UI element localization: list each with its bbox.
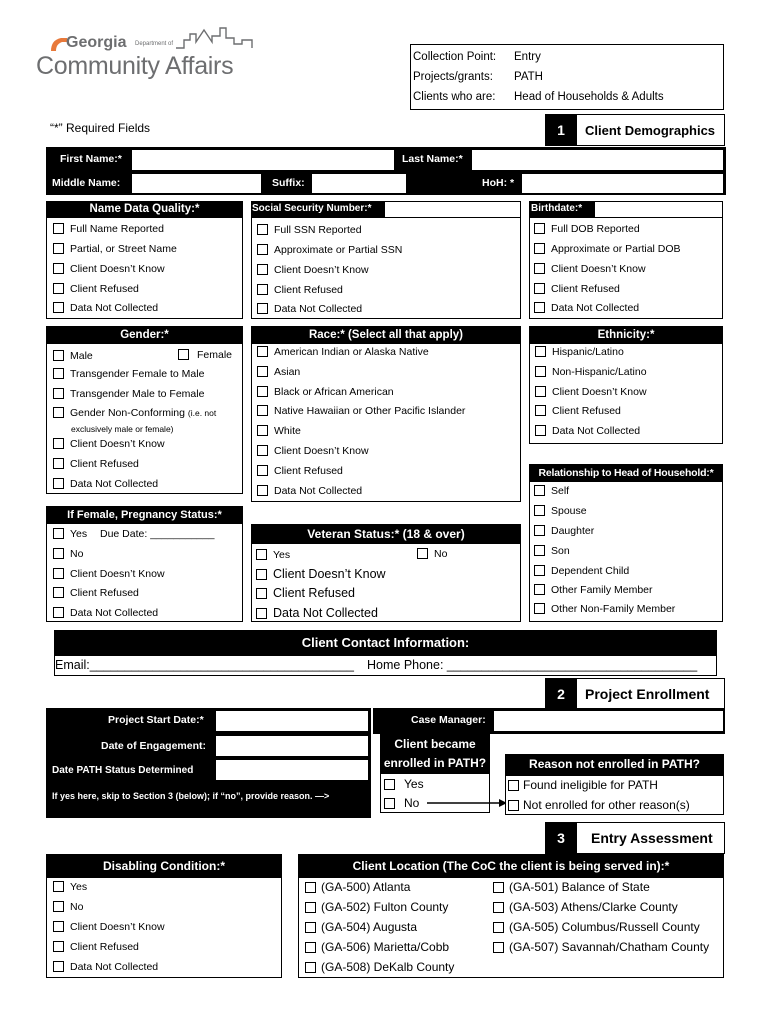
last-name-label: Last Name:* [402,153,463,165]
checkbox-icon[interactable] [256,569,267,580]
checkbox-icon[interactable] [534,283,545,294]
checkbox-icon[interactable] [534,525,545,536]
suffix-input[interactable] [311,173,407,194]
checkbox-icon[interactable] [53,458,64,469]
gender-option-refused[interactable]: Client Refused [53,458,139,470]
race-option-6[interactable]: Client Doesn’t Know [257,445,369,457]
rel-option-4[interactable]: Son [534,545,570,557]
path-status-label: Date PATH Status Determined [52,765,194,776]
checkbox-icon[interactable] [384,779,395,790]
nq-option-1[interactable]: Full Name Reported [53,223,164,235]
checkbox-icon[interactable] [534,263,545,274]
vet-option-refused[interactable]: Client Refused [256,586,355,600]
gender-note-1: (i.e. not [187,408,217,418]
preg-option-refused[interactable]: Client Refused [53,587,139,599]
section-2-title: Project Enrollment [577,678,725,710]
checkbox-icon[interactable] [493,942,504,953]
race-title: Race:* (Select all that apply) [251,326,521,344]
gender-option-dk[interactable]: Client Doesn’t Know [53,438,165,450]
checkbox-icon[interactable] [534,243,545,254]
checkbox-icon[interactable] [534,302,545,313]
checkbox-icon[interactable] [534,505,545,516]
loc-ga506[interactable]: (GA-506) Marietta/Cobb [305,940,449,954]
checkbox-icon[interactable] [534,223,545,234]
gender-female[interactable]: Female [178,349,232,361]
first-name-input[interactable] [131,149,395,171]
checkbox-icon[interactable] [53,478,64,489]
checkbox-icon[interactable] [53,528,64,539]
checkbox-icon[interactable] [53,283,64,294]
clients-value: Head of Households & Adults [514,91,664,103]
projects-label: Projects/grants: [413,71,493,83]
ethnicity-title: Ethnicity:* [529,326,723,344]
relationship-title: Relationship to Head of Household:* [529,464,723,482]
nq-option-5[interactable]: Data Not Collected [53,302,158,314]
race-option-3[interactable]: Black or African American [257,386,394,398]
dis-option-refused[interactable]: Client Refused [53,941,139,953]
collection-point-label: Collection Point: [413,51,497,63]
preg-option-no[interactable]: No [53,548,83,560]
race-option-5[interactable]: White [257,425,301,437]
race-option-2[interactable]: Asian [257,366,300,378]
checkbox-icon[interactable] [534,565,545,576]
loc-ga505[interactable]: (GA-505) Columbus/Russell County [493,920,700,934]
race-option-4[interactable]: Native Hawaiian or Other Pacific Islander [257,405,465,417]
checkbox-icon[interactable] [493,922,504,933]
checkbox-icon[interactable] [257,405,268,416]
suffix-label: Suffix: [272,177,305,189]
arrow-right-icon [427,798,509,808]
eth-option-5[interactable]: Data Not Collected [535,425,640,437]
collection-info-box [410,44,724,110]
ssn-box [251,201,521,319]
race-option-8[interactable]: Data Not Collected [257,485,362,497]
dis-option-no[interactable]: No [53,901,83,913]
birthdate-input[interactable] [594,201,723,218]
required-fields-note: “*” Required Fields [50,121,151,135]
checkbox-icon[interactable] [534,545,545,556]
checkbox-icon[interactable] [508,780,519,791]
engagement-label: Date of Engagement: [101,740,207,752]
checkbox-icon[interactable] [257,346,268,357]
clients-label: Clients who are: [413,91,496,103]
checkbox-icon[interactable] [53,587,64,598]
bd-option-3[interactable]: Client Doesn’t Know [534,263,646,275]
gender-note-2: exclusively male or female) [71,424,174,434]
reason-other[interactable]: Not enrolled for other reason(s) [508,798,690,812]
checkbox-icon[interactable] [256,608,267,619]
gender-title: Gender:* [46,326,243,344]
loc-ga508[interactable]: (GA-508) DeKalb County [305,960,454,974]
checkbox-icon[interactable] [384,798,395,809]
checkbox-icon[interactable] [257,303,268,314]
ssn-title: Social Security Number:* [252,203,372,214]
projects-value: PATH [514,71,543,83]
loc-ga500[interactable]: (GA-500) Atlanta [305,880,410,894]
gender-male[interactable]: Male [53,350,93,362]
loc-ga504[interactable]: (GA-504) Augusta [305,920,417,934]
ssn-option-4[interactable]: Client Refused [257,284,343,296]
checkbox-icon[interactable] [257,244,268,255]
ssn-input[interactable] [384,201,521,218]
checkbox-icon[interactable] [256,549,267,560]
start-date-label: Project Start Date:* [108,714,204,726]
contact-title: Client Contact Information: [54,630,717,656]
checkbox-icon[interactable] [535,366,546,377]
checkbox-icon[interactable] [53,243,64,254]
bd-option-4[interactable]: Client Refused [534,283,620,295]
rel-option-6[interactable]: Other Family Member [534,584,653,596]
checkbox-icon[interactable] [535,425,546,436]
checkbox-icon[interactable] [53,407,64,418]
bd-option-1[interactable]: Full DOB Reported [534,223,640,235]
gender-option-tf2m[interactable]: Transgender Female to Male [53,368,204,380]
nq-option-3[interactable]: Client Doesn’t Know [53,263,165,275]
checkbox-icon[interactable] [534,485,545,496]
rel-option-5[interactable]: Dependent Child [534,565,629,577]
checkbox-icon[interactable] [305,922,316,933]
dis-option-dnc[interactable]: Data Not Collected [53,961,158,973]
rel-option-7[interactable]: Other Non-Family Member [534,603,675,615]
last-name-input[interactable] [471,149,724,171]
loc-ga501[interactable]: (GA-501) Balance of State [493,880,650,894]
location-title: Client Location (The CoC the client is being served in):* [298,854,724,878]
nq-option-2[interactable]: Partial, or Street Name [53,243,177,255]
bd-option-2[interactable]: Approximate or Partial DOB [534,243,681,255]
enrolled-yes[interactable]: Yes [384,777,424,791]
reason-title: Reason not enrolled in PATH? [505,754,724,775]
gender-option-tm2f[interactable]: Transgender Male to Female [53,388,204,400]
rel-option-2[interactable]: Spouse [534,505,587,517]
dis-option-yes[interactable]: Yes [53,881,87,893]
logo-main-text: Community Affairs [36,52,234,80]
checkbox-icon[interactable] [508,800,519,811]
skip-note: If yes here, skip to Section 3 (below); if “no”, provide reason. —> [52,791,330,801]
preg-yes[interactable]: Yes [53,528,87,540]
checkbox-icon[interactable] [256,588,267,599]
dis-option-dk[interactable]: Client Doesn’t Know [53,921,165,933]
checkbox-icon[interactable] [53,548,64,559]
ssn-option-3[interactable]: Client Doesn’t Know [257,264,369,276]
checkbox-icon[interactable] [178,349,189,360]
skyline-icon [176,26,256,50]
checkbox-icon[interactable] [257,445,268,456]
enrolled-question-line2: enrolled in PATH? [383,756,487,770]
race-option-1[interactable]: American Indian or Alaska Native [257,346,429,358]
preg-option-dk[interactable]: Client Doesn’t Know [53,568,165,580]
ssn-option-1[interactable]: Full SSN Reported [257,224,362,236]
nq-option-4[interactable]: Client Refused [53,283,139,295]
checkbox-icon[interactable] [305,942,316,953]
checkbox-icon[interactable] [257,425,268,436]
checkbox-icon[interactable] [257,224,268,235]
checkbox-icon[interactable] [53,350,64,361]
enrolled-question-line1: Client became [394,737,476,751]
collection-point-row [413,51,496,63]
vet-option-dnc[interactable]: Data Not Collected [256,606,378,620]
checkbox-icon[interactable] [53,368,64,379]
ssn-option-2[interactable]: Approximate or Partial SSN [257,244,402,256]
gender-option-dnc[interactable]: Data Not Collected [53,478,158,490]
name-quality-title: Name Data Quality:* [46,201,243,218]
checkbox-icon[interactable] [53,921,64,932]
gender-option-nonconforming[interactable]: Gender Non-Conforming (i.e. not [53,407,216,419]
eth-option-2[interactable]: Non-Hispanic/Latino [535,366,647,378]
checkbox-icon[interactable] [53,607,64,618]
checkbox-icon[interactable] [53,901,64,912]
checkbox-icon[interactable] [53,388,64,399]
section-3-title: Entry Assessment [577,822,725,854]
birthdate-title: Birthdate:* [531,203,583,214]
section-1-title: Client Demographics [577,114,725,146]
enrolled-no[interactable]: No [384,796,419,810]
checkbox-icon[interactable] [257,264,268,275]
section-3-number: 3 [545,822,577,854]
reason-ineligible[interactable]: Found ineligible for PATH [508,778,658,792]
disabling-title: Disabling Condition:* [46,854,282,878]
checkbox-icon[interactable] [305,962,316,973]
pregnancy-title: If Female, Pregnancy Status:* [46,506,243,524]
preg-option-dnc[interactable]: Data Not Collected [53,607,158,619]
checkbox-icon[interactable] [535,386,546,397]
vet-option-dk[interactable]: Client Doesn’t Know [256,567,386,581]
collection-point-value: Entry [514,51,541,63]
checkbox-icon[interactable] [53,223,64,234]
home-phone-field[interactable]: Home Phone: ____________________________________ [367,658,698,672]
preg-due-date[interactable]: Due Date: ___________ [100,528,215,540]
checkbox-icon[interactable] [53,302,64,313]
checkbox-icon[interactable] [53,438,64,449]
checkbox-icon[interactable] [257,485,268,496]
bd-option-5[interactable]: Data Not Collected [534,302,639,314]
checkbox-icon[interactable] [53,881,64,892]
section-2-number: 2 [545,678,577,710]
eth-option-4[interactable]: Client Refused [535,405,621,417]
checkbox-icon[interactable] [493,902,504,913]
eth-option-1[interactable]: Hispanic/Latino [535,346,624,358]
checkbox-icon[interactable] [53,568,64,579]
loc-ga507[interactable]: (GA-507) Savannah/Chatham County [493,940,709,954]
logo-dept-text: Department of [135,41,174,47]
enrolled-question [380,734,490,774]
loc-ga503[interactable]: (GA-503) Athens/Clarke County [493,900,678,914]
loc-ga502[interactable]: (GA-502) Fulton County [305,900,448,914]
hoh-input[interactable] [521,173,724,194]
agency-logo [36,26,266,86]
case-manager-label: Case Manager: [411,714,486,726]
checkbox-icon[interactable] [417,548,428,559]
veteran-title: Veteran Status:* (18 & over) [251,524,521,544]
vet-no[interactable]: No [417,548,447,560]
checkbox-icon[interactable] [257,386,268,397]
middle-name-input[interactable] [131,173,262,194]
first-name-label: First Name:* [60,153,122,165]
checkbox-icon[interactable] [257,284,268,295]
checkbox-icon[interactable] [53,941,64,952]
checkbox-icon[interactable] [534,603,545,614]
checkbox-icon[interactable] [305,902,316,913]
checkbox-icon[interactable] [53,263,64,274]
race-option-7[interactable]: Client Refused [257,465,343,477]
rel-option-3[interactable]: Daughter [534,525,594,537]
checkbox-icon[interactable] [493,882,504,893]
middle-name-label: Middle Name: [52,177,121,189]
checkbox-icon[interactable] [305,882,316,893]
eth-option-3[interactable]: Client Doesn’t Know [535,386,647,398]
checkbox-icon[interactable] [535,346,546,357]
engagement-input[interactable] [215,735,369,757]
section-1-number: 1 [545,114,577,146]
vet-yes[interactable]: Yes [256,549,290,561]
start-date-input[interactable] [215,710,369,732]
hoh-label: HoH: * [482,177,515,189]
path-status-input[interactable] [215,759,369,781]
checkbox-icon[interactable] [535,405,546,416]
checkbox-icon[interactable] [534,584,545,595]
ssn-option-5[interactable]: Data Not Collected [257,303,362,315]
checkbox-icon[interactable] [257,465,268,476]
checkbox-icon[interactable] [257,366,268,377]
rel-option-1[interactable]: Self [534,485,569,497]
checkbox-icon[interactable] [53,961,64,972]
case-manager-input[interactable] [493,710,724,732]
email-field[interactable]: Email:______________________________________ [55,658,354,672]
logo-georgia-text: Georgia [66,34,127,51]
